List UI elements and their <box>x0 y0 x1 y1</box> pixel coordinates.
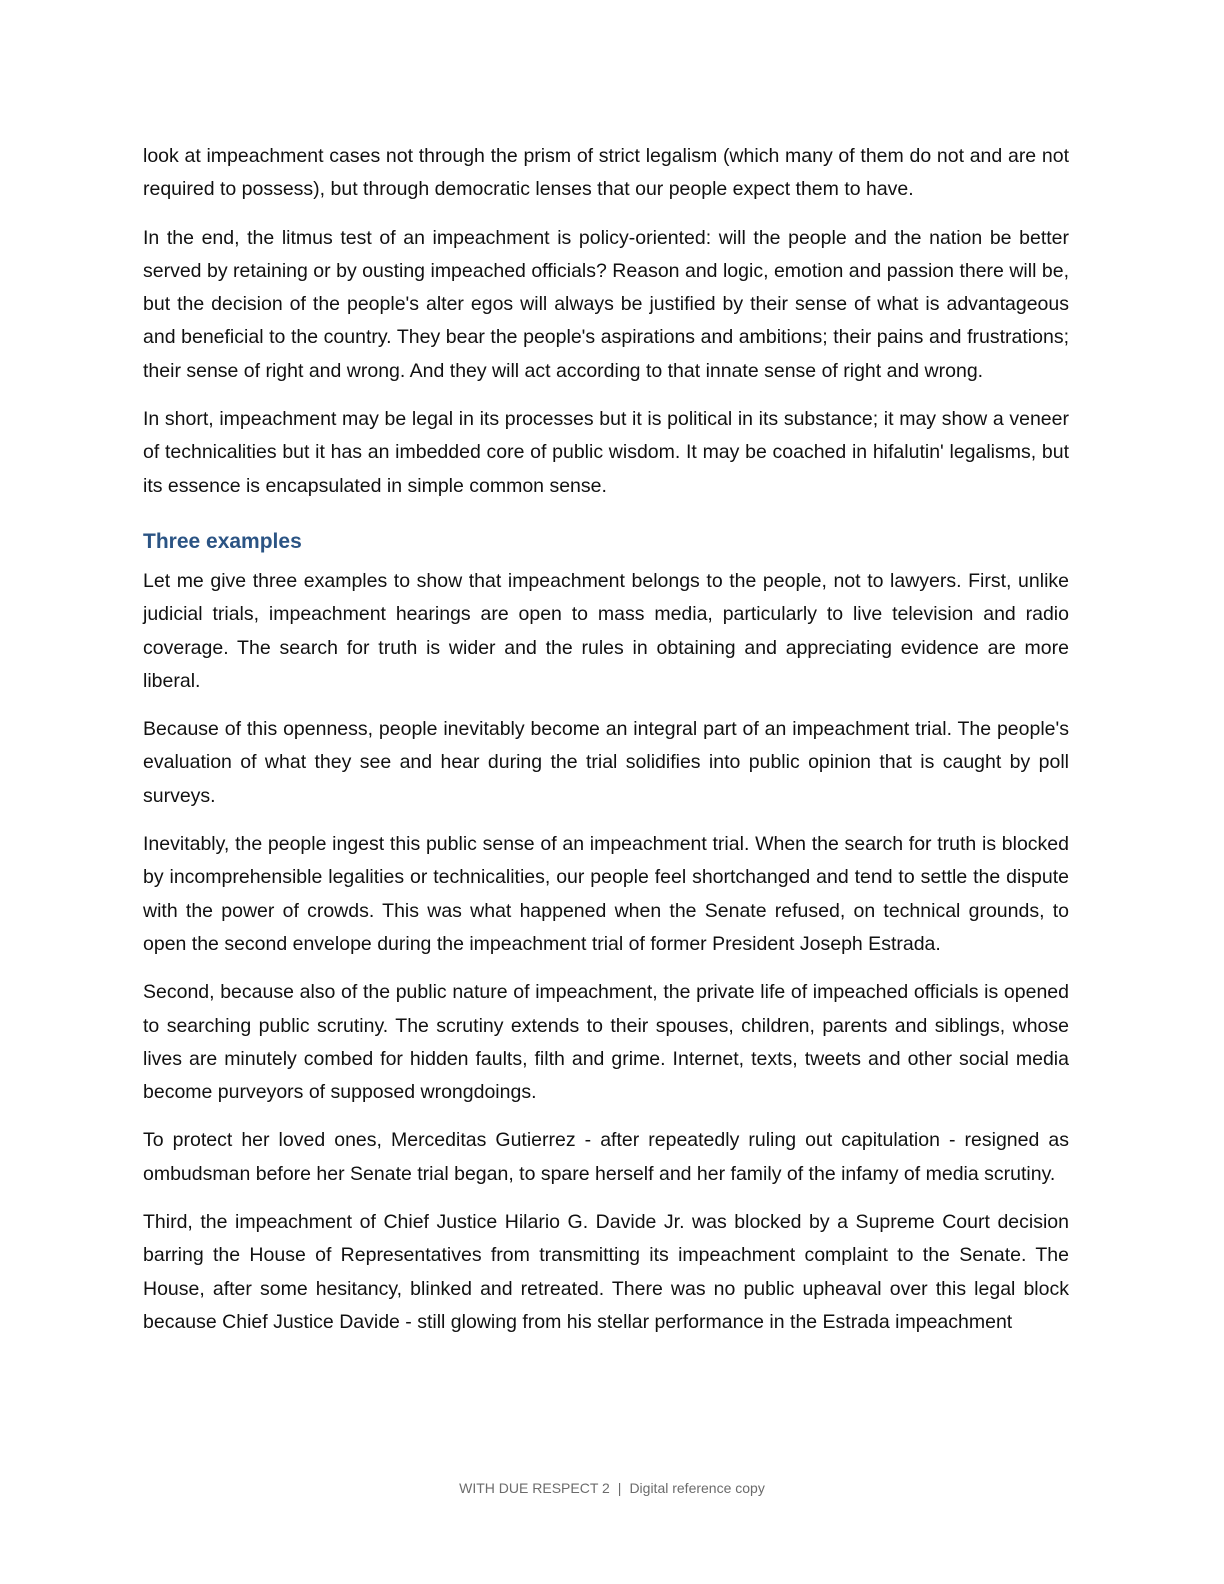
page-footer <box>0 1478 1224 1498</box>
footer-separator: | <box>617 1480 622 1496</box>
paragraph: Inevitably, the people ingest this public sense of an impeachment trial. When the search for truth is blocked by incomprehensible legalities or technicalities, our people feel shortchanged and tend to settle the dispute with the power of crowds. This was what happened when the Senate refused, on technical grounds, to open the second envelope during the impeachment trial of former President Joseph Estrada. <box>143 833 1069 955</box>
paragraph: In the end, the litmus test of an impeachment is policy-oriented: will the people and the nation be better served by retaining or by ousting impeached officials? Reason and logic, emotion and passion there will be, but the decision of the people's alter egos will always be justified by their sense of what is advantageous and beneficial to the country. They bear the people's aspirations and ambitions; their pains and frustrations; their sense of right and wrong. And they will act according to that innate sense of right and wrong. <box>143 226 1069 382</box>
paragraph: Second, because also of the public nature of impeachment, the private life of impeached officials is opened to searching public scrutiny. The scrutiny extends to their spouses, children, parents and siblings, whose lives are minutely combed for hidden faults, filth and grime. Internet, texts, tweets and other social media become purveyors of supposed wrongdoings. <box>143 981 1069 1104</box>
paragraph: Let me give three examples to show that impeachment belongs to the people, not to lawyers. First, unlike judicial trials, impeachment hearings are open to mass media, particularly to live television and radio coverage. The search for truth is wider and the rules in obtaining and appreciating evidence are more liberal. <box>143 569 1069 692</box>
paragraph: look at impeachment cases not through the prism of strict legalism (which many of them do not and are not required to possess), but through democratic lenses that our people expect them to have. <box>143 145 1069 201</box>
paragraph: Because of this openness, people inevitably become an integral part of an impeachment trial. The people's evaluation of what they see and hear during the trial solidifies into public opinion that is caught by poll surveys. <box>143 718 1069 807</box>
footer-note: Digital reference copy <box>629 1480 765 1496</box>
page-body <box>143 140 1069 1354</box>
footer-book-title: WITH DUE RESPECT 2 <box>459 1480 610 1496</box>
paragraph: In short, impeachment may be legal in its processes but it is political in its substance; it may show a veneer of technicalities but it has an imbedded core of public wisdom. It may be coached in hifalutin' legalisms, but its essence is encapsulated in simple common sense. <box>143 408 1069 497</box>
paragraph: Third, the impeachment of Chief Justice Hilario G. Davide Jr. was blocked by a Supreme Court decision barring the House of Representatives from transmitting its impeachment complaint to the Senate. The House, after some hesitancy, blinked and retreated. There was no public upheaval over this legal block because Chief Justice Davide - still glowing from his stellar performance in the Estrada impeachment <box>143 1211 1069 1333</box>
section-heading: Three examples <box>143 529 302 553</box>
paragraph: To protect her loved ones, Merceditas Gutierrez - after repeatedly ruling out capitulation - resigned as ombudsman before her Senate trial began, to spare herself and her family of the infamy of media scrutiny. <box>143 1129 1069 1185</box>
